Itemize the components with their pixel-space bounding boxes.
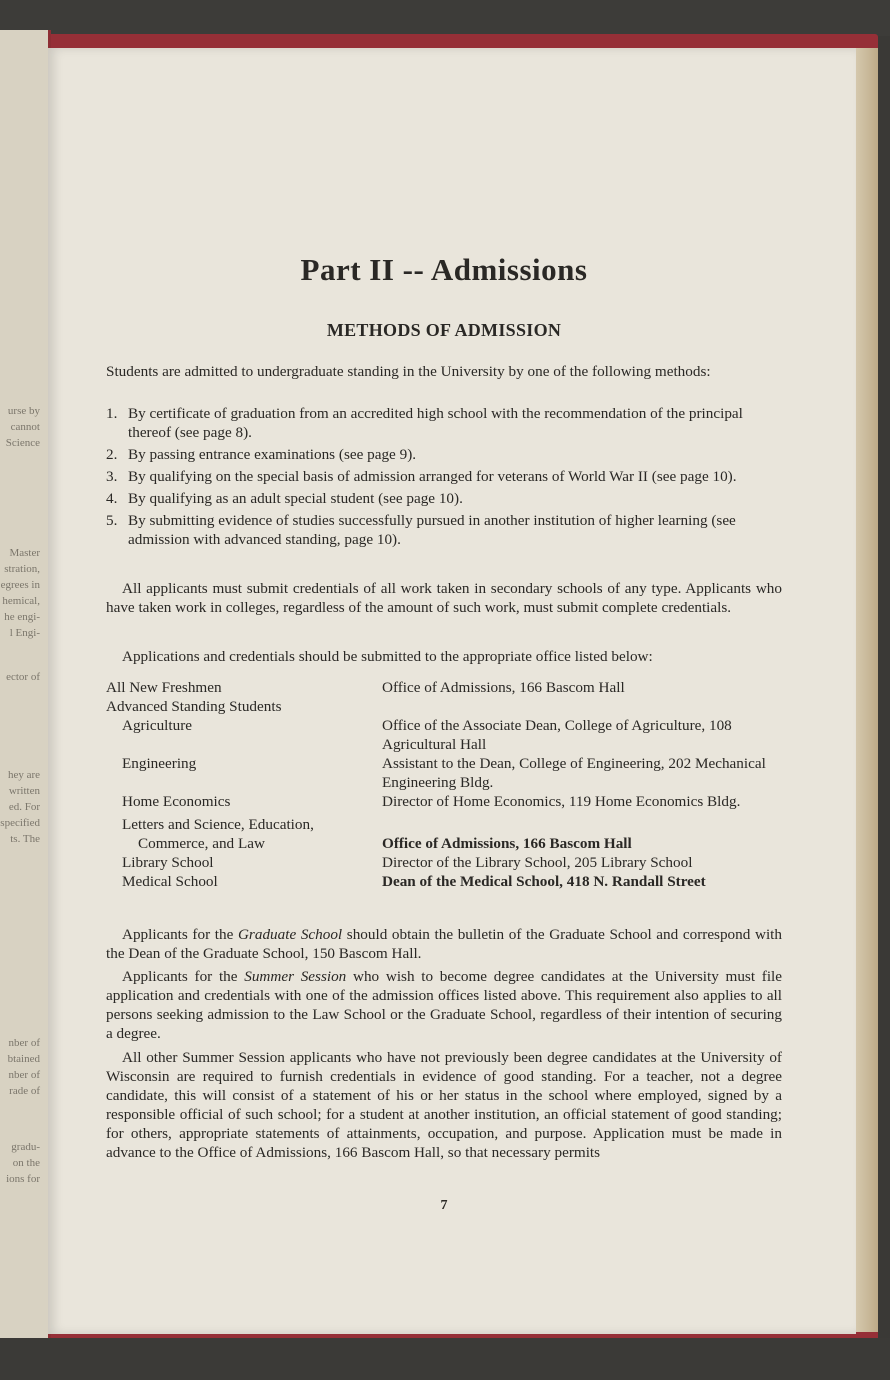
methods-list [106, 404, 782, 552]
margin-text: egrees in [0, 579, 40, 591]
item-number: 5. [106, 512, 118, 529]
office-row [106, 697, 782, 716]
office-row [106, 716, 782, 754]
page-title: Part II -- Admissions [300, 252, 588, 287]
paragraph-text: Applicants for the [122, 926, 238, 943]
item-number: 4. [106, 490, 118, 507]
margin-text: written [8, 785, 40, 797]
office-label: Medical School [122, 873, 221, 890]
left-page-strip [0, 30, 51, 1342]
margin-text: l Engi- [9, 627, 40, 639]
item-text: By qualifying on the special basis of admission arranged for veterans of World War II (see page 10). [128, 468, 737, 485]
section-heading: METHODS OF ADMISSION [326, 320, 562, 340]
office-label: Engineering [122, 755, 199, 772]
emphasis-text: Graduate School [237, 926, 343, 943]
margin-text: ector of [6, 671, 40, 683]
office-value: Office of Admissions, 166 Bascom Hall [382, 835, 632, 852]
credentials-paragraph: All applicants must submit credentials of all work taken in secondary schools of any type. Applicants who have taken work in colleges, regardless of the amount of such work, must submit complete credentials. [106, 580, 782, 616]
office-row [106, 815, 782, 834]
margin-text: nber of [8, 1069, 40, 1081]
margin-text: on the [12, 1157, 40, 1169]
emphasis-text: Summer Session [244, 968, 347, 985]
item-text: By submitting evidence of studies successfully pursued in another institution of higher learning (see admission with advanced standing, page 10). [128, 512, 736, 548]
office-label: All New Freshmen [106, 679, 225, 696]
list-item [106, 467, 782, 486]
margin-text: hey are [7, 769, 40, 781]
scan-background-top [0, 0, 890, 36]
margin-text: nber of [8, 1037, 40, 1049]
margin-text: cannot [10, 421, 40, 433]
margin-text: he engi- [4, 611, 40, 623]
office-row [106, 853, 782, 872]
office-value: Director of the Library School, 205 Library School [382, 854, 693, 871]
list-item [106, 445, 782, 464]
book-page [48, 48, 856, 1334]
office-label: Library School [122, 854, 217, 871]
paragraph-text: Applicants for the [122, 968, 245, 985]
office-row [106, 872, 782, 891]
margin-text: urse by [7, 405, 40, 417]
office-value: Director of Home Economics, 119 Home Economics Bldg. [382, 793, 741, 810]
intro-paragraph: Students are admitted to undergraduate standing in the University by one of the following methods: [106, 363, 711, 380]
office-label: Home Economics [122, 793, 233, 810]
other-applicants-paragraph: All other Summer Session applicants who have not previously been degree candidates at the University of Wisconsin are required to furnish credentials in evidence of good standing. For a teacher, not a degree candidate, this will consist of a statement of his or her status in the school where employed, signed by a responsible official of such school; for a student at another institution, an official statement of good standing; for others, appropriate statements of attainments, occupation, and purpose. Application must be made in advance to the Office of Admissions, 166 Bascom Hall, so that necessary permits [106, 1049, 782, 1161]
margin-text: ed. For [8, 801, 40, 813]
item-text: By passing entrance examinations (see page 9). [128, 446, 417, 463]
office-label: Letters and Science, Education, [122, 816, 317, 833]
office-directory [106, 678, 782, 891]
margin-text: rade of [9, 1085, 40, 1097]
office-row [106, 834, 782, 853]
office-label: Advanced Standing Students [106, 698, 284, 715]
item-number: 2. [106, 446, 118, 463]
list-item [106, 404, 782, 442]
office-row [106, 792, 782, 811]
item-text: By certificate of graduation from an accredited high school with the recommendation of the principal thereof (see page 8). [128, 405, 743, 441]
office-label: Commerce, and Law [138, 835, 268, 852]
scan-background-bottom [0, 1338, 890, 1380]
margin-text: ions for [6, 1173, 40, 1185]
margin-text: ts. The [10, 833, 40, 845]
margin-text: specified [0, 817, 40, 829]
office-row [106, 754, 782, 792]
office-intro-paragraph: Applications and credentials should be submitted to the appropriate office listed below: [122, 648, 653, 665]
office-label: Agriculture [122, 717, 195, 734]
summer-paragraph [106, 967, 782, 1043]
margin-text: Science [5, 437, 40, 449]
margin-text: hemical, [2, 595, 40, 607]
office-value: Assistant to the Dean, College of Engineering, 202 Mechanical Engineering Bldg. [382, 755, 766, 791]
list-item [106, 489, 782, 508]
office-value: Dean of the Medical School, 418 N. Randall Street [382, 873, 706, 890]
office-value: Office of the Associate Dean, College of Agriculture, 108 Agricultural Hall [382, 717, 732, 753]
office-value: Office of Admissions, 166 Bascom Hall [382, 679, 625, 696]
list-item [106, 511, 782, 549]
paragraph-text: who wish to become degree candidates at the University must file application and credentials with one of the admission offices listed above. This requirement also applies to all persons seeking admission to the Law School or the Graduate School, regardless of their intention of securing a degree. [106, 968, 782, 1042]
paragraph-text: should obtain the bulletin of the Graduate School and correspond with the Dean of the Graduate School, 150 Bascom Hall. [106, 926, 782, 962]
item-number: 3. [106, 468, 118, 485]
item-number: 1. [106, 405, 118, 422]
margin-text: btained [7, 1053, 40, 1065]
margin-text: gradu- [11, 1141, 40, 1153]
margin-text: stration, [4, 563, 40, 575]
graduate-paragraph [106, 925, 782, 963]
page-number: 7 [440, 1198, 448, 1213]
margin-text: Master [9, 547, 40, 559]
item-text: By qualifying as an adult special student (see page 10). [128, 490, 463, 507]
office-row [106, 678, 782, 697]
